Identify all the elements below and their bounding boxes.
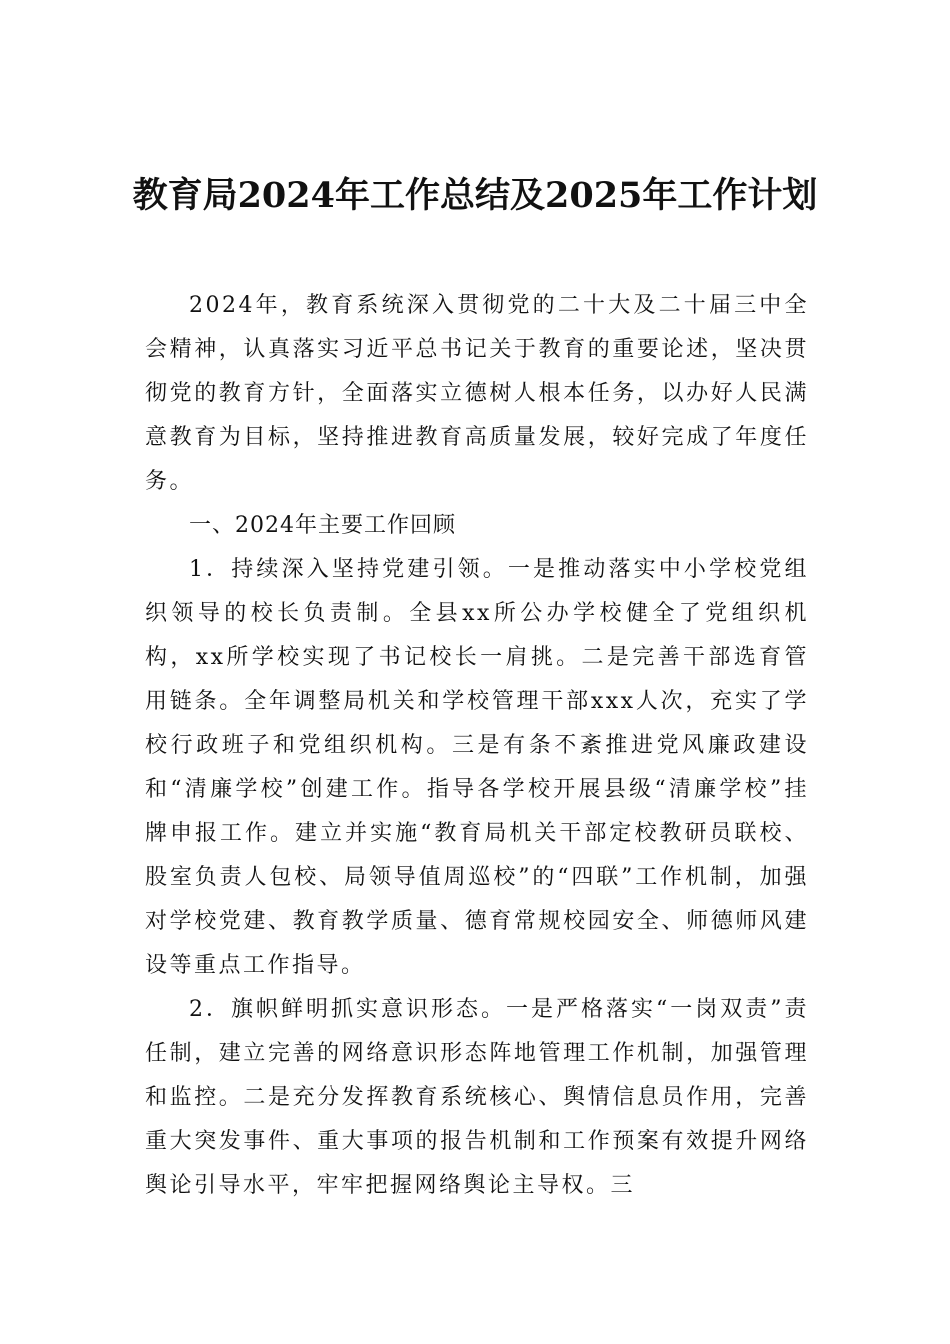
document-title: 教育局2024年工作总结及2025年工作计划 — [132, 175, 818, 216]
section-heading: 一、2024年主要工作回顾 — [189, 513, 456, 538]
document-body — [145, 284, 809, 1208]
intro-paragraph: 2024年，教育系统深入贯彻党的二十大及二十届三中全会精神，认真落实习近平总书记关于教育的重要论述，坚决贯彻党的教育方针，全面落实立德树人根本任务，以办好人民满意教育为目标，坚持推进教育高质量发展，较好完成了年度任务。 — [145, 293, 809, 494]
item-paragraph-1: 1．持续深入坚持党建引领。一是推动落实中小学校党组织领导的校长负责制。全县xx所公办学校健全了党组织机构，xx所学校实现了书记校长一肩挑。二是完善干部选育管用链条。全年调整局机关和学校管理干部xxx人次，充实了学校行政班子和党组织机构。三是有条不紊推进党风廉政建设和“清廉学校”创建工作。指导各学校开展县级“清廉学校”挂牌申报工作。建立并实施“教育局机关干部定校教研员联校、股室负责人包校、局领导值周巡校”的“四联”工作机制，加强对学校党建、教育教学质量、德育常规校园安全、师德师风建设等重点工作指导。 — [145, 557, 809, 978]
item-paragraph-2: 2．旗帜鲜明抓实意识形态。一是严格落实“一岗双责”责任制，建立完善的网络意识形态阵地管理工作机制，加强管理和监控。二是充分发挥教育系统核心、舆情信息员作用，完善重大突发事件、重大事项的报告机制和工作预案有效提升网络舆论引导水平，牢牢把握网络舆论主导权。三 — [145, 997, 809, 1198]
